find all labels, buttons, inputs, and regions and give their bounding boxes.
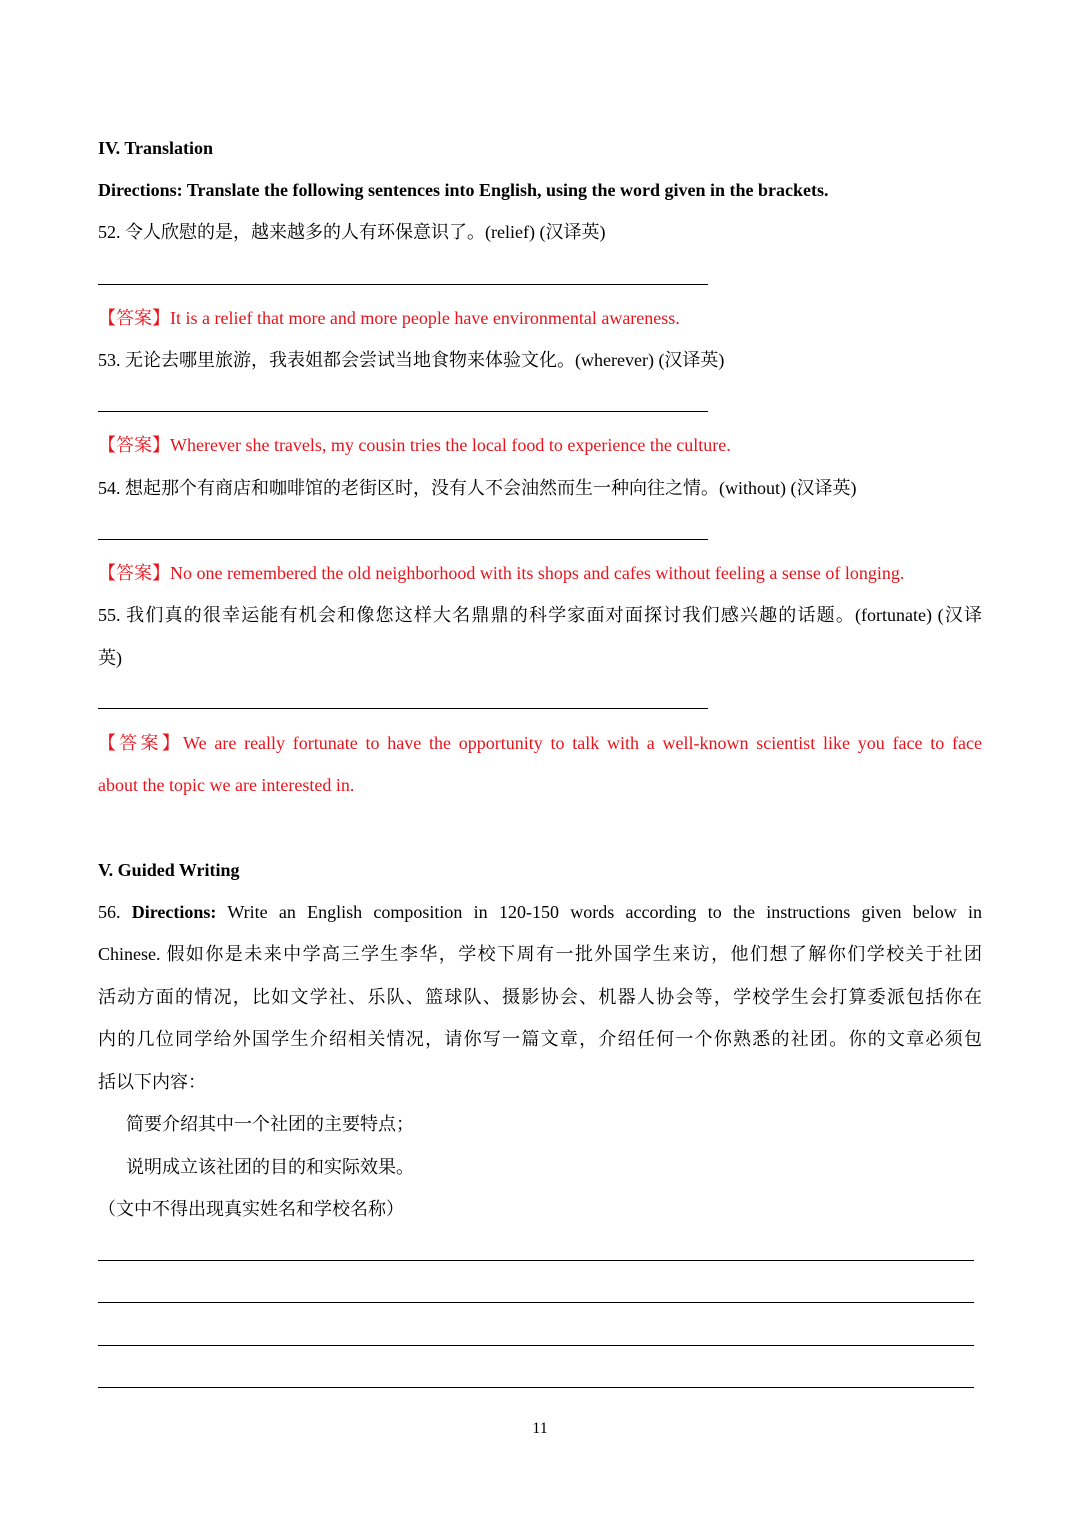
directions-label: Directions: bbox=[131, 902, 217, 922]
answer-text: Wherever she travels, my cousin tries the local food to experience the culture. bbox=[170, 435, 731, 455]
answer-tag: 【答案】 bbox=[98, 563, 170, 583]
section-heading-guided-writing: V. Guided Writing bbox=[98, 860, 240, 880]
requirement-item-2: 说明成立该社团的目的和实际效果。 bbox=[126, 1157, 414, 1177]
question-55-line2: 英) bbox=[98, 648, 122, 668]
writing-line bbox=[98, 1260, 974, 1261]
answer-line bbox=[98, 411, 708, 412]
answer-55-line2: about the topic we are interested in. bbox=[98, 775, 355, 795]
answer-tag: 【答案】 bbox=[98, 435, 170, 455]
writing-line bbox=[98, 1387, 974, 1388]
answer-line bbox=[98, 539, 708, 540]
answer-text: We are really fortunate to have the opportunity to talk with a well-known scientist like you face to face bbox=[183, 733, 983, 753]
question-number: 56. bbox=[98, 902, 121, 922]
answer-52 bbox=[98, 306, 680, 330]
writing-line bbox=[98, 1345, 974, 1346]
writing-prompt-line2: Chinese. 假如你是未来中学高三学生李华，学校下周有一批外国学生来访，他们想了解你们学校关于社团 bbox=[98, 944, 982, 964]
answer-text: It is a relief that more and more people have environmental awareness. bbox=[170, 308, 680, 328]
answer-54 bbox=[98, 561, 904, 585]
question-55-line1: 55. 我们真的很幸运能有机会和像您这样大名鼎鼎的科学家面对面探讨我们感兴趣的话题。(fortunate) (汉译 bbox=[98, 605, 982, 625]
answer-line bbox=[98, 284, 708, 285]
answer-tag: 【答案】 bbox=[98, 308, 170, 328]
directions-text: Write an English composition in 120-150 words according to the instructions given below in bbox=[227, 902, 982, 922]
answer-line bbox=[98, 708, 708, 709]
answer-tag: 【答案】 bbox=[98, 733, 184, 753]
translation-directions: Directions: Translate the following sentences into English, using the word given in the brackets. bbox=[98, 180, 829, 200]
question-53: 53. 无论去哪里旅游，我表姐都会尝试当地食物来体验文化。(wherever) (汉译英) bbox=[98, 350, 725, 370]
page-number: 11 bbox=[532, 1420, 548, 1437]
writing-prompt-line5: 括以下内容： bbox=[98, 1072, 206, 1092]
answer-53 bbox=[98, 433, 731, 457]
question-52: 52. 令人欣慰的是，越来越多的人有环保意识了。(relief) (汉译英) bbox=[98, 222, 606, 242]
writing-prompt-line3: 活动方面的情况，比如文学社、乐队、篮球队、摄影协会、机器人协会等，学校学生会打算委派包括你在 bbox=[98, 987, 982, 1007]
writing-line bbox=[98, 1302, 974, 1303]
writing-prompt-line1 bbox=[98, 900, 982, 924]
section-heading-translation: IV. Translation bbox=[98, 138, 214, 158]
answer-text: No one remembered the old neighborhood with its shops and cafes without feeling a sense of longing. bbox=[170, 563, 905, 583]
writing-prompt-line4: 内的几位同学给外国学生介绍相关情况，请你写一篇文章，介绍任何一个你熟悉的社团。你的文章必须包 bbox=[98, 1029, 982, 1049]
writing-note: （文中不得出现真实姓名和学校名称） bbox=[98, 1199, 404, 1219]
question-54: 54. 想起那个有商店和咖啡馆的老街区时，没有人不会油然而生一种向往之情。(without) (汉译英) bbox=[98, 478, 857, 498]
requirement-item-1: 简要介绍其中一个社团的主要特点； bbox=[126, 1114, 414, 1134]
answer-55-line1 bbox=[98, 731, 982, 755]
